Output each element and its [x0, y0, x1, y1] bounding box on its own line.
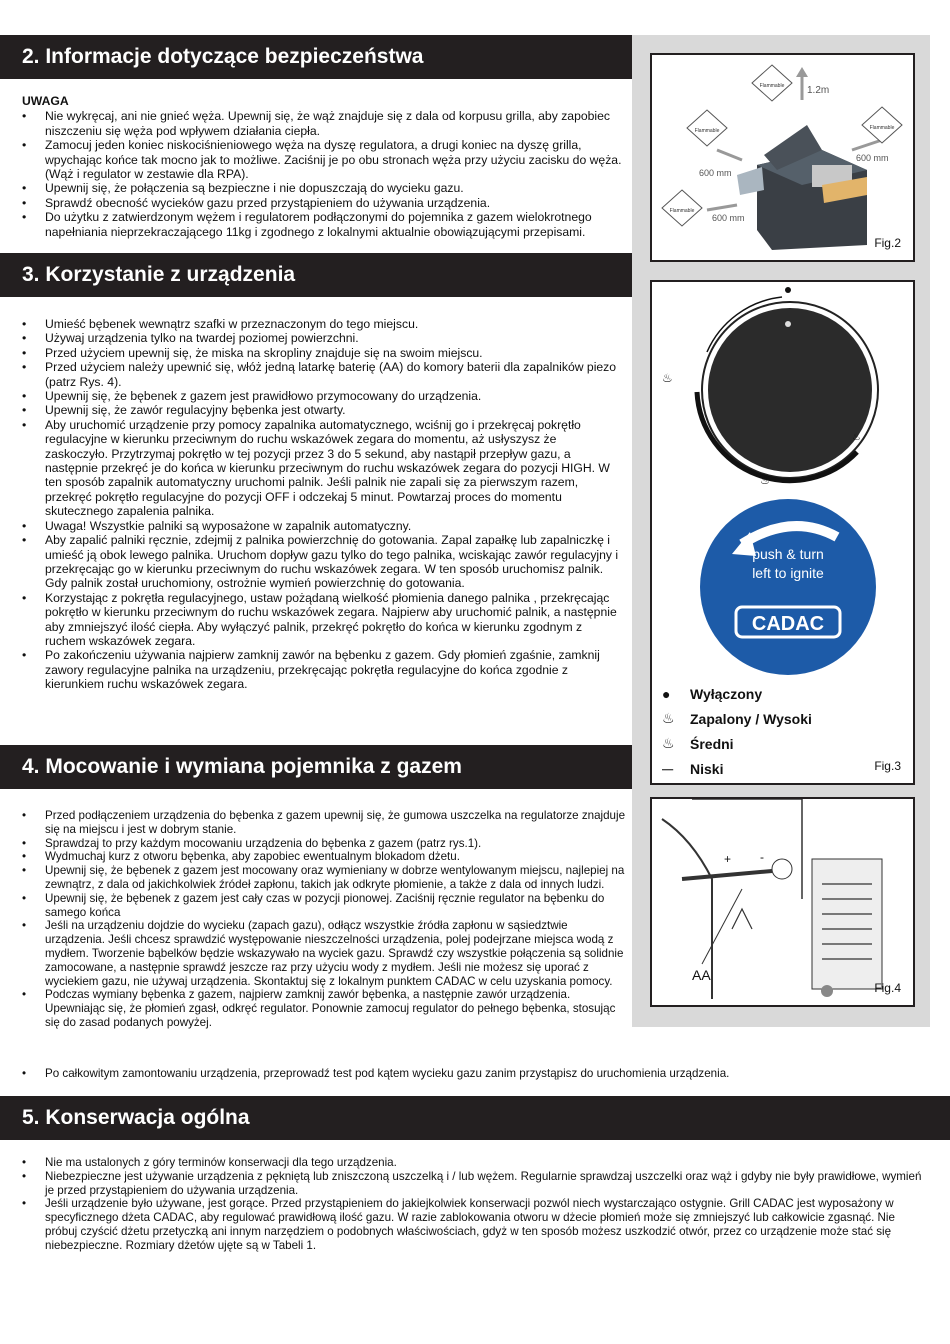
warning-label: UWAGA	[22, 94, 69, 108]
legend-low	[662, 756, 812, 781]
cabinet-outline	[692, 799, 802, 899]
list-item: • Sprawdzaj to przy każdym mocowaniu urządzenia do bębenka z gazem (patrz rys.1).	[22, 837, 630, 851]
section-2-header	[0, 35, 632, 79]
section-2-list	[22, 109, 622, 239]
list-item: • Przed użyciem należy upewnić się, włóż jedną latarkę baterię (AA) do komory baterii dla zapalników piezo (patrz Rys. 4).	[22, 360, 620, 389]
off-dot	[785, 287, 791, 293]
legend-medium	[662, 731, 812, 756]
list-item: • Upewnij się, że bębenek z gazem jest prawidłowo przymocowany do urządzenia.	[22, 389, 620, 403]
section-2-body	[22, 94, 622, 239]
brand-logo: CADAC	[751, 613, 825, 635]
list-item: • Przed użyciem upewnij się, że miska na skropliny znajduje się na swoim miejscu.	[22, 346, 620, 360]
figure-4	[650, 797, 915, 1007]
flammable-text: Flammable	[694, 128, 720, 134]
callout-line	[702, 889, 742, 964]
section-3-header	[0, 253, 632, 297]
list-item: • Upewnij się, że połączenia są bezpieczne i nie dopuszczają do wycieku gazu.	[22, 181, 622, 195]
arrow-right	[852, 140, 882, 150]
list-item: • Używaj urządzenia tylko na twardej poziomej powierzchni.	[22, 331, 620, 345]
list-item: • Zamocuj jeden koniec niskociśnieniowego węża na dyszę regulatora, a drugi koniec na dyszę grilla, wpychając końce tak mocno jak to możliwe. Zaciśnij je po obu stronach węża przy użyciu zacisku do węża. (Wąż i regulator w zestawie dla RPA).	[22, 138, 622, 181]
arrow-up-head	[796, 67, 808, 77]
control-knob[interactable]	[708, 308, 872, 472]
left-shelf	[737, 167, 764, 195]
list-item: • Aby zapalić palniki ręcznie, zdejmij z palnika powierzchnię do gotowania. Zapal zapałkę lub zapalniczkę i umieść ją obok lewego palnika. Uruchom dopływ gazu tylko do tego palnika, wciskając zawór regulacyjny i przekręcając go w kierunku przeciwnym do ruchu wskazówek zegara. W ten sposób uruchomisz palnik. Gdy palnik został uruchomiony, ostrożnie wymień powierzchnię do gotowania.	[22, 533, 620, 591]
legend-off-label: Wyłączony	[690, 685, 763, 702]
wheel-icon	[821, 985, 833, 997]
section-4-title: 4. Mocowanie i wymiana pojemnika z gazem	[22, 755, 462, 778]
minus-label: -	[760, 850, 764, 864]
list-item: • Podczas wymiany bębenka z gazem, najpierw zamknij zawór bębenka, a następnie zawór urządzenia. Upewniając się, że płomień zgasł, odkręć regulator. Ponownie zamocuj regulator do pełnego bębenka, stosując się do zasad podanych powyżej.	[22, 988, 630, 1029]
list-item: • Nie ma ustalonych z góry terminów konserwacji dla tego urządzenia.	[22, 1156, 928, 1170]
legend-off	[662, 681, 812, 706]
legend-low-label: Niski	[690, 760, 724, 777]
list-item: • Upewnij się, że bębenek z gazem jest cały czas w pozycji pionowej. Zaciśnij ręcznie regulator na bębenku do samego końca	[22, 892, 630, 920]
section-2-title: 2. Informacje dotyczące bezpieczeństwa	[22, 45, 424, 68]
flame-legend	[662, 681, 812, 781]
section-3-title: 3. Korzystanie z urządzenia	[22, 263, 296, 286]
section-4-list-tail	[22, 1067, 922, 1081]
knob-indicator	[785, 321, 791, 327]
flame-medium-icon: ♨	[662, 735, 675, 751]
section-5-header	[0, 1096, 950, 1140]
list-item: • Korzystając z pokrętła regulacyjnego, ustaw pożądaną wielkość płomienia danego palnika , przekręcając pokrętło w kierunku przeciwnym do ruchu wskazówek zegara. Najpierw aby uruchomić palnik, a następnie aby zmniejszyć ilość ciepła. Aby wyłączyć palnik, przekręć pokrętło do końca w kierunku zgodnym z ruchem wskazówek zegara.	[22, 591, 620, 649]
arrow-left	[717, 150, 742, 160]
section-3-list	[22, 317, 620, 692]
list-item: • Do użytku z zatwierdzonym wężem i regulatorem podłączonymi do pojemnika z gazem wielokrotnego napełniania nieprzekraczającego 11kg i zgodnego z lokalnymi aktualnie obowiązującymi przepisami.	[22, 210, 622, 239]
flammable-text: Flammable	[669, 208, 695, 214]
list-item: • Sprawdź obecność wycieków gazu przed przystąpieniem do używania urządzenia.	[22, 196, 622, 210]
flammable-text: Flammable	[759, 83, 785, 89]
vent-panel	[812, 859, 882, 989]
chevron-up-icon	[732, 909, 752, 929]
section-4-header	[0, 745, 632, 789]
section-5-body	[22, 1156, 928, 1253]
flame-low-icon: ♨	[852, 432, 861, 443]
list-item: • Wydmuchaj kurz z otworu bębenka, aby zapobiec ewentualnym blokadom dżetu.	[22, 850, 630, 864]
flammable-sign-left	[687, 110, 727, 146]
arrow-down-left	[707, 205, 737, 210]
list-item: • Nie wykręcaj, ani nie gnieć węża. Upewnij się, że wąż znajduje się z dala od korpusu grilla, aby zapobiec niszczeniu się węża pod wpływem działania ciepła.	[22, 109, 622, 138]
flame-medium-icon: ♨	[760, 474, 770, 487]
figure-2	[650, 53, 915, 262]
flammable-sign-bottom	[662, 190, 702, 226]
list-item: • Jeśli na urządzeniu dojdzie do wycieku (zapach gazu), odłącz wszystkie źródła zapłonu w sąsiedztwie urządzenia. Jeśli chcesz sprawdzić występowanie nieszczelności urządzenia, polej podejrzane miejsca wodą z mydłem. Tworzenie bąbelków będzie wskazywało na wyciek gazu. Sprawdź czy wszystkie połączenia są solidnie zamocowane, a następnie sprawdź jeszcze raz przy użyciu wody z mydłem. Jeśli nie możesz się uporać z wyciekiem gazu, nie używaj urządzenia. Skontaktuj się z lokalnym punktem CADAC w celu uzyskania pomocy.	[22, 919, 630, 988]
ignition-button[interactable]	[772, 859, 792, 879]
list-item: • Aby uruchomić urządzenie przy pomocy zapalnika automatycznego, wciśnij go i przekręcaj pokrętło regulacyjne w kierunku przeciwnym do ruchu wskazówek zegara do momentu, aż usłyszysz że zaskoczyło. Przytrzymaj pokrętło w tej pozycji przez 3 do 5 sekund, aby nastąpił przepływ gazu, a następnie przekręć je do końca w kierunku przeciwnym do ruchu wskazówek zegara do pozycji HIGH. W ten sposób zapalnik automatyczny uruchomi palnik. Jeśli palnik nie zapali się za pierwszym razem, przekręć pokrętło regulacyjne do pozycji OFF i odczekaj 5 minut. Powtarzaj proces do momentu skutecznego zapalenia palnika.	[22, 418, 620, 519]
legend-high	[662, 706, 812, 731]
section-4-list	[22, 809, 630, 1030]
legend-high-label: Zapalony / Wysoki	[690, 710, 812, 727]
distance-left: 600 mm	[699, 168, 732, 178]
clearance-diagram	[652, 55, 913, 260]
flammable-sign-top	[752, 65, 792, 101]
section-5-list	[22, 1156, 928, 1253]
list-item: • Przed podłączeniem urządzenia do bębenka z gazem upewnij się, że gumowa uszczelka na regulatorze znajduje się na miejscu i jest w dobrym stanie.	[22, 809, 630, 837]
distance-right: 600 mm	[856, 153, 889, 163]
list-item: • Jeśli urządzenie było używane, jest gorące. Przed przystąpieniem do jakiejkolwiek konserwacji pozwól niech wystarczająco ostygnie. Grill CADAC jest wyposażony w specyficznego dżeta CADAC, aby regulować prawidłową ilość gazu. W razie zablokowania otworu w dżecie płomień może się zmniejszyć lub całkowicie zgasnąć. Nie próbuj czyścić dżetu przetyczką ani innym narzędziem o podobnych właściwościach, gdyż w ten sposób możesz uszkodzić otwór, przez co urządzenie może stać się niebezpieczne. Rozmiary dżetów ujęte są w Tabeli 1.	[22, 1197, 928, 1252]
list-item: • Umieść bębenek wewnątrz szafki w przeznaczonym do tego miejscu.	[22, 317, 620, 331]
knob-text-line2: left to ignite	[752, 565, 824, 581]
battery-label: AA	[692, 967, 711, 983]
knob-text-line1: push & turn	[752, 546, 824, 562]
section-5-title: 5. Konserwacja ogólna	[22, 1106, 250, 1129]
plus-label: +	[724, 852, 732, 866]
figure-4-label: Fig.4	[874, 981, 901, 995]
section-4-last	[22, 1067, 922, 1081]
knob-diagram	[652, 282, 913, 682]
list-item: • Upewnij się, że zawór regulacyjny bębenka jest otwarty.	[22, 403, 620, 417]
list-item: • Po całkowitym zamontowaniu urządzenia, przeprowadź test pod kątem wycieku gazu zanim przystąpisz do uruchomienia urządzenia.	[22, 1067, 922, 1081]
section-4-body	[22, 809, 630, 1030]
flame-high-icon: ♨	[662, 710, 675, 726]
legend-medium-label: Średni	[690, 735, 734, 752]
dot-icon: ●	[662, 685, 671, 702]
section-3-body	[22, 317, 620, 692]
figure-2-label: Fig.2	[874, 236, 901, 250]
list-item: • Uwaga! Wszystkie palniki są wyposażone w zapalnik automatyczny.	[22, 519, 620, 533]
list-item: • Upewnij się, że bębenek z gazem jest mocowany oraz wymieniany w dobrze wentylowanym miejscu, najlepiej na zewnątrz, z dala od jakichkolwiek źródeł zapłonu, takich jak odkryte płomienie, a także z dala od innych ludzi.	[22, 864, 630, 892]
flame-low-icon: ⏤	[662, 760, 674, 776]
distance-bottom: 600 mm	[712, 213, 745, 223]
battery-diagram	[652, 799, 913, 1005]
list-item: • Niebezpieczne jest używanie urządzenia z pękniętą lub zniszczoną uszczelką i / lub wężem. Regularnie sprawdzaj uszczelki oraz wąż i gdyby nie były prawidłowe, wymień je przed przystąpieniem do używania urządzenia.	[22, 1170, 928, 1198]
list-item: • Po zakończeniu używania najpierw zamknij zawór na bębenku z gazem. Gdy płomień zgaśnie, zamknij zawory regulacyjne palnika na urządzeniu, przekręcając pokrętła regulacyjne do końca zgodnie z kierunkiem ruchu wskazówek zegara.	[22, 648, 620, 691]
flame-high-icon: ♨	[662, 371, 673, 385]
flammable-text: Flammable	[869, 125, 895, 131]
distance-top: 1.2m	[807, 85, 830, 96]
flammable-sign-right	[862, 107, 902, 143]
battery-icon	[682, 871, 772, 879]
figure-3-label: Fig.3	[874, 759, 901, 773]
